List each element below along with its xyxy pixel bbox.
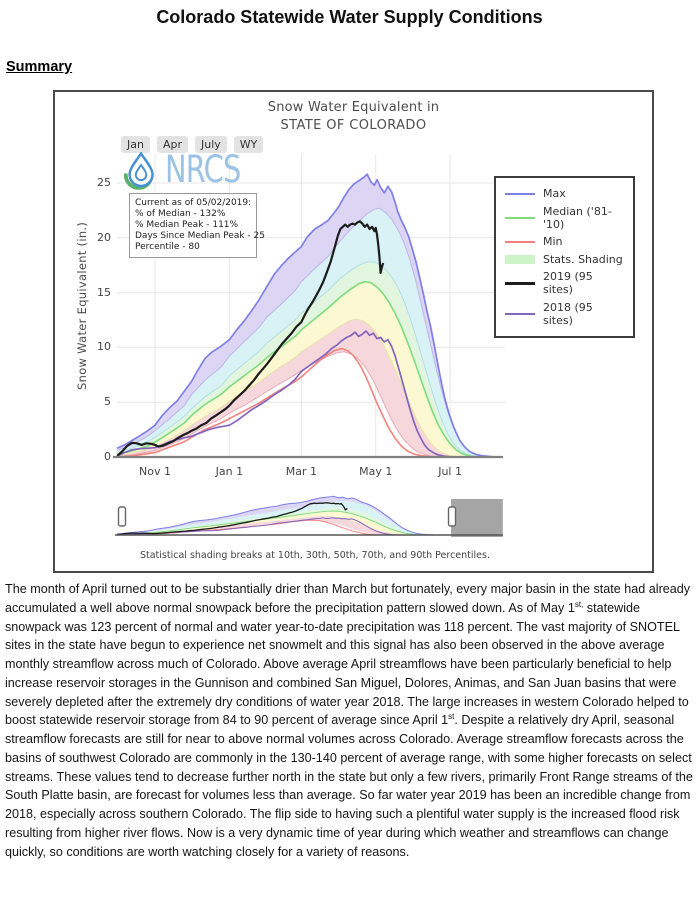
y-tick-label: 5 bbox=[104, 395, 111, 409]
chart-title-line2: STATE OF COLORADO bbox=[280, 118, 427, 133]
tooltip-line: % Median Peak - 111% bbox=[135, 220, 239, 230]
overview-range-handle-right[interactable] bbox=[449, 507, 456, 526]
y-tick-label: 0 bbox=[104, 450, 111, 463]
paragraph-superscript: st, bbox=[574, 599, 584, 609]
y-tick-label: 15 bbox=[97, 285, 111, 299]
x-tick-label: Nov 1 bbox=[139, 465, 171, 478]
swe-chart-panel bbox=[53, 90, 654, 573]
paragraph-superscript: st bbox=[448, 712, 455, 722]
tooltip-line: Current as of 05/02/2019: bbox=[135, 198, 252, 208]
paragraph-text: statewide snowpack was 123 percent of normal and water year-to-date precipitation was 118 percent. The vast majority of SNOTEL sites in the state have begun to experience net snowmelt and this signal has also been observed in the above average monthly streamflow across much of Colorado. Above average April streamflows have been particularly beneficial to help increase reservoir storages in the Gunnison and combined San Miguel, Dolores, Animas, and San Juan basins that were severely depleted after the extremely dry conditions of water year 2018. The large increases in western Colorado helped to boost statewide reservoir storage from 84 to 90 percent of average since April 1 bbox=[5, 600, 689, 728]
legend-item[interactable] bbox=[505, 270, 624, 296]
chart-legend bbox=[494, 176, 635, 338]
x-tick-label: Mar 1 bbox=[285, 465, 317, 478]
tooltip-line: Percentile - 80 bbox=[135, 242, 200, 252]
legend-label: 2018 (95 sites) bbox=[543, 300, 593, 327]
legend-item[interactable] bbox=[505, 187, 624, 200]
nrcs-logo-icon bbox=[121, 152, 163, 198]
tab-july[interactable]: July bbox=[195, 136, 227, 153]
y-axis-label: Snow Water Equivalent (in.) bbox=[75, 221, 89, 390]
tab-apr[interactable]: Apr bbox=[157, 136, 188, 153]
y-tick-label: 25 bbox=[97, 176, 111, 189]
shading-caption: Statistical shading breaks at 10th, 30th, 50th, 70th, and 90th Percentiles. bbox=[139, 550, 490, 561]
paragraph-text: The month of April turned out to be substantially drier than March but fortunately, every major basin in the state had already accumulated a well above normal snowpack before the precipitation pattern slowed down. As of May 1 bbox=[5, 582, 691, 615]
x-tick-label: May 1 bbox=[359, 465, 393, 478]
overview-shaded-region[interactable] bbox=[451, 499, 503, 537]
legend-line-swatch bbox=[505, 241, 535, 243]
summary-heading: Summary bbox=[6, 59, 73, 75]
tooltip-line: % of Median - 132% bbox=[135, 209, 226, 219]
legend-label: Stats. Shading bbox=[543, 252, 623, 266]
legend-line-swatch bbox=[505, 313, 535, 315]
chart-title-line1: Snow Water Equivalent in bbox=[267, 100, 440, 115]
y-tick-label: 20 bbox=[97, 230, 111, 244]
tab-jan[interactable]: Jan bbox=[121, 136, 150, 153]
legend-label: Max bbox=[543, 187, 566, 200]
tab-wy[interactable]: WY bbox=[234, 136, 264, 153]
legend-item[interactable] bbox=[505, 235, 624, 248]
nrcs-logo-text: NRCS bbox=[165, 148, 241, 191]
legend-label: Median ('81-'10) bbox=[543, 204, 612, 231]
legend-patch-swatch bbox=[505, 255, 535, 264]
tooltip-line: Days Since Median Peak - 25 bbox=[135, 231, 265, 241]
summary-paragraph bbox=[5, 580, 693, 861]
legend-label: 2019 (95 sites) bbox=[543, 270, 593, 297]
x-tick-label: Jan 1 bbox=[215, 465, 244, 478]
legend-item[interactable] bbox=[505, 253, 624, 266]
legend-item[interactable] bbox=[505, 301, 624, 327]
legend-item[interactable] bbox=[505, 205, 624, 231]
legend-line-swatch bbox=[505, 282, 535, 285]
overview-range-handle-left[interactable] bbox=[119, 507, 126, 526]
logo-droplet bbox=[130, 154, 153, 186]
current-conditions-tooltip bbox=[129, 193, 265, 258]
legend-line-swatch bbox=[505, 217, 535, 219]
legend-line-swatch bbox=[505, 193, 535, 195]
page-title: Colorado Statewide Water Supply Conditions bbox=[156, 7, 543, 27]
legend-label: Min bbox=[543, 235, 563, 249]
y-tick-label: 10 bbox=[97, 340, 111, 354]
x-tick-label: Jul 1 bbox=[438, 465, 462, 478]
paragraph-text: . Despite a relatively dry April, seasonal streamflow forecasts are still for near to above normal volumes across Colorado. Average streamflow forecasts across the basins of southwest Colorado are commonly in the 130-140 percent of average range, with some higher forecasts on select streams. These values tend to decrease further north in the state but only a few rivers, primarily Front Range streams of the South Platte basin, are forecast for volumes less than average. So far water year 2019 has been an incredible change from 2018, especially across southern Colorado. The flip side to having such a plentiful water supply is the increased flood risk resulting from higher river flows. Now is a very dynamic time of year during which weather and streamflows can change quickly, so conditions are worth watching closely for a variety of reasons. bbox=[5, 713, 693, 859]
